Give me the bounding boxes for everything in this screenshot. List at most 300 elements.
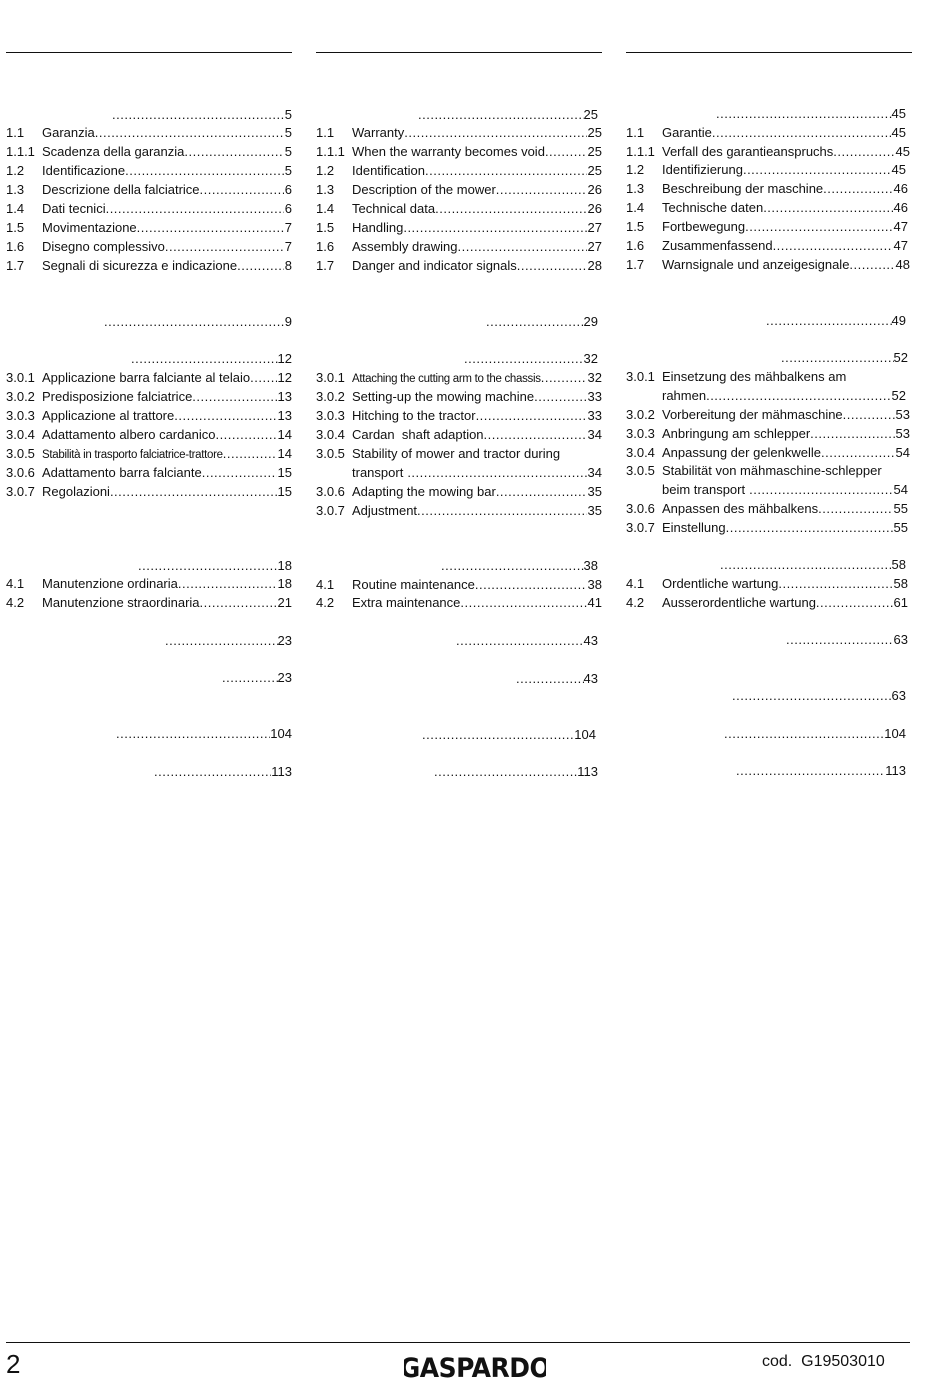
- toc-section-header: [516, 670, 598, 688]
- toc-page-number: 35: [587, 503, 602, 518]
- toc-page-number: 12: [277, 370, 292, 385]
- toc-page-number: 6: [284, 182, 292, 197]
- toc-entry-number: 3.0.1: [316, 370, 345, 385]
- toc-entry-number: 1.1: [626, 125, 645, 140]
- toc-section-header: [131, 350, 292, 368]
- toc-entry[interactable]: [316, 143, 602, 161]
- toc-page-number: 43: [583, 671, 598, 686]
- toc-entry-title: When the warranty becomes void: [352, 144, 545, 159]
- toc-entry-title: Anpassen des mähbalkens: [662, 501, 819, 516]
- dot-leader: [104, 313, 285, 331]
- toc-entry[interactable]: [6, 464, 292, 482]
- toc-section-header: [138, 557, 292, 575]
- toc-page-number: 7: [284, 239, 292, 254]
- dot-leader: [154, 763, 271, 781]
- toc-entry-number: 1.1.1: [316, 144, 345, 159]
- toc-page-number: 35: [587, 484, 602, 499]
- dot-leader: [833, 143, 894, 161]
- toc-entry-title: Segnali di sicurezza e indicazione: [42, 258, 238, 273]
- toc-entry-continuation[interactable]: [626, 481, 908, 499]
- toc-page-number: 18: [277, 576, 292, 591]
- toc-page-number: 23: [277, 670, 292, 685]
- toc-entry[interactable]: [316, 502, 602, 520]
- toc-page-number: 14: [277, 427, 292, 442]
- column-top-rule: [626, 52, 912, 53]
- toc-entry-number: 1.2: [316, 163, 335, 178]
- toc-section-header: [724, 725, 906, 743]
- dot-leader: [174, 407, 276, 425]
- toc-entry-number: 3.0.4: [6, 427, 35, 442]
- dot-leader: [460, 594, 586, 612]
- toc-section-header: [222, 669, 292, 687]
- toc-entry-number: 3.0.7: [316, 503, 345, 518]
- dot-leader: [418, 106, 584, 124]
- toc-section-header: [766, 312, 906, 330]
- dot-leader: [763, 199, 892, 217]
- dot-leader: [435, 200, 586, 218]
- dot-leader: [202, 464, 277, 482]
- toc-entry[interactable]: [626, 575, 908, 593]
- toc-entry-number: 3.0.3: [6, 408, 35, 423]
- toc-page-number: 9: [284, 314, 292, 329]
- toc-page-number: 26: [587, 201, 602, 216]
- toc-page-number: 7: [284, 220, 292, 235]
- toc-entry-title: Dati tecnici: [42, 201, 106, 216]
- dot-leader: [726, 519, 893, 537]
- toc-entry-title: beim transport: [662, 482, 746, 497]
- dot-leader: [720, 556, 892, 574]
- toc-entry[interactable]: [316, 181, 602, 199]
- toc-page-number: 45: [891, 162, 906, 177]
- toc-page-number: 25: [583, 107, 598, 122]
- toc-entry[interactable]: [626, 500, 908, 518]
- toc-page-number: 52: [893, 350, 908, 365]
- toc-section-header: [732, 687, 906, 705]
- toc-entry-number: 3.0.1: [626, 369, 655, 384]
- gaspardo-logo: [404, 1353, 546, 1381]
- dot-leader: [200, 594, 277, 612]
- toc-section-header: [165, 632, 292, 650]
- toc-entry[interactable]: [6, 575, 292, 593]
- toc-entry-title: Ausserordentliche wartung: [662, 595, 816, 610]
- dot-leader: [138, 557, 278, 575]
- toc-entry-title: Setting-up the mowing machine: [352, 389, 535, 404]
- toc-entry-title: Identification: [352, 163, 425, 178]
- dot-leader: [112, 106, 285, 124]
- toc-entry-title: Fortbewegung: [662, 219, 746, 234]
- toc-entry[interactable]: [6, 143, 292, 161]
- dot-leader: [534, 388, 586, 406]
- toc-entry-title: Stabilität von mähmaschine-schlepper: [662, 463, 882, 478]
- toc-entry-number: 1.4: [6, 201, 25, 216]
- toc-entry[interactable]: [316, 200, 602, 218]
- toc-entry-continuation[interactable]: [316, 464, 602, 482]
- toc-entry[interactable]: [316, 219, 602, 237]
- toc-page-number: 53: [895, 426, 910, 441]
- toc-entry-title: Beschreibung der maschine: [662, 181, 824, 196]
- toc-entry-title: Description of the mower: [352, 182, 496, 197]
- dot-leader: [165, 238, 284, 256]
- toc-entry[interactable]: [316, 162, 602, 180]
- toc-entry-title: rahmen: [662, 388, 707, 403]
- toc-entry[interactable]: [6, 369, 292, 387]
- toc-entry[interactable]: [6, 200, 292, 218]
- toc-entry[interactable]: [626, 594, 908, 612]
- toc-entry-number: 1.7: [6, 258, 25, 273]
- toc-entry[interactable]: [626, 406, 910, 424]
- toc-entry-number: 3.0.5: [626, 463, 655, 478]
- toc-page-number: 113: [885, 763, 906, 778]
- toc-section-header: [418, 106, 598, 124]
- toc-page-number: 113: [577, 764, 598, 779]
- toc-entry-title: Extra maintenance: [352, 595, 461, 610]
- dot-leader: [464, 350, 584, 368]
- toc-entry[interactable]: [626, 237, 908, 255]
- toc-entry[interactable]: [6, 483, 292, 501]
- dot-leader: [849, 256, 894, 274]
- toc-entry[interactable]: [316, 483, 602, 501]
- toc-entry-number: 4.1: [6, 576, 25, 591]
- dot-leader: [516, 670, 584, 688]
- toc-entry-title: Hitching to the tractor: [352, 408, 476, 423]
- dot-leader: [215, 426, 276, 444]
- toc-entry-number: 4.2: [316, 595, 335, 610]
- dot-leader: [95, 124, 284, 142]
- toc-entry[interactable]: [6, 445, 292, 463]
- toc-page-number: 38: [587, 577, 602, 592]
- dot-leader: [223, 445, 277, 463]
- toc-page-number: 45: [891, 106, 906, 121]
- toc-entry-title: Applicazione barra falciante al telaio: [42, 370, 251, 385]
- toc-entry-title: Routine maintenance: [352, 577, 475, 592]
- toc-entry[interactable]: [316, 388, 602, 406]
- toc-entry-title: Einstellung: [662, 520, 726, 535]
- dot-leader: [200, 181, 284, 199]
- toc-entry-number: 3.0.6: [316, 484, 345, 499]
- toc-entry-title: Stabilità in trasporto falciatrice-trattore: [42, 449, 223, 461]
- dot-leader: [786, 631, 894, 649]
- toc-entry[interactable]: [626, 444, 910, 462]
- toc-page-number: 33: [587, 389, 602, 404]
- dot-leader: [110, 483, 277, 501]
- toc-page-number: 5: [284, 163, 292, 178]
- toc-entry-title: Descrizione della falciatrice: [42, 182, 200, 197]
- toc-entry-title: Scadenza della garanzia: [42, 144, 185, 159]
- toc-section-header: [486, 313, 598, 331]
- dot-leader: [250, 369, 276, 387]
- toc-entry-number: 1.7: [626, 257, 645, 272]
- toc-entry[interactable]: [316, 576, 602, 594]
- dot-leader: [706, 387, 890, 405]
- toc-page-number: 26: [587, 182, 602, 197]
- dot-leader: [475, 576, 587, 594]
- toc-entry-number: 4.1: [316, 577, 335, 592]
- toc-section-header: [422, 726, 596, 744]
- toc-entry-continuation[interactable]: [626, 387, 906, 405]
- toc-page-number: 43: [583, 633, 598, 648]
- toc-entry[interactable]: [316, 238, 602, 256]
- dot-leader: [545, 143, 587, 161]
- toc-entry-number: 3.0.7: [6, 484, 35, 499]
- dot-leader: [106, 200, 284, 218]
- toc-page-number: 38: [583, 558, 598, 573]
- toc-entry[interactable]: [6, 407, 292, 425]
- toc-entry[interactable]: [316, 369, 602, 387]
- dot-leader: [425, 162, 587, 180]
- toc-page-number: 104: [884, 726, 906, 741]
- toc-page-number: 5: [284, 125, 292, 140]
- toc-entry-number: 1.3: [316, 182, 335, 197]
- toc-column-italian: [6, 0, 292, 800]
- page-number: 2: [6, 1349, 21, 1379]
- toc-page-number: 27: [587, 239, 602, 254]
- toc-page-number: 25: [587, 125, 602, 140]
- toc-entry-number: 1.4: [316, 201, 335, 216]
- dot-leader: [422, 726, 574, 744]
- toc-page-number: 15: [277, 484, 292, 499]
- toc-entry-number: 1.5: [6, 220, 25, 235]
- toc-page-number: 47: [893, 238, 908, 253]
- dot-leader: [517, 257, 587, 275]
- toc-entry-title: Anpassung der gelenkwelle: [662, 445, 821, 460]
- toc-page-number: 34: [587, 465, 602, 480]
- toc-entry[interactable]: [6, 594, 292, 612]
- dot-leader: [458, 238, 587, 256]
- toc-entry-title: Disegno complessivo: [42, 239, 165, 254]
- dot-leader: [496, 483, 587, 501]
- toc-page-number: 33: [587, 408, 602, 423]
- toc-entry-number: 1.6: [316, 239, 335, 254]
- dot-leader: [745, 218, 892, 236]
- toc-entry-title: Warranty: [352, 125, 405, 140]
- toc-entry-title: Garantie: [662, 125, 712, 140]
- toc-entry-number: 3.0.7: [626, 520, 655, 535]
- toc-entry-number: 1.5: [626, 219, 645, 234]
- toc-entry[interactable]: [626, 462, 906, 480]
- toc-page-number: 47: [893, 219, 908, 234]
- column-top-rule: [6, 52, 292, 53]
- toc-entry-number: 1.3: [626, 181, 645, 196]
- toc-entry-title: Anbringung am schlepper: [662, 426, 811, 441]
- toc-entry[interactable]: [6, 388, 292, 406]
- toc-page-number: 28: [587, 258, 602, 273]
- toc-section-header: [154, 763, 292, 781]
- toc-entry-number: 3.0.1: [6, 370, 35, 385]
- code-value: G19503010: [801, 1353, 885, 1370]
- document-code: [762, 1352, 885, 1372]
- toc-entry-title: Adattamento albero cardanico: [42, 427, 216, 442]
- toc-page-number: 45: [891, 125, 906, 140]
- toc-entry-title: Manutenzione ordinaria: [42, 576, 178, 591]
- toc-section-header: [434, 763, 598, 781]
- toc-entry[interactable]: [316, 594, 602, 612]
- toc-page-number: 58: [893, 576, 908, 591]
- toc-entry[interactable]: [316, 407, 602, 425]
- toc-page-number: 13: [277, 408, 292, 423]
- toc-entry[interactable]: [626, 218, 908, 236]
- toc-entry-title: Stability of mower and tractor during: [352, 446, 561, 461]
- toc-entry[interactable]: [6, 426, 292, 444]
- toc-page-number: 14: [277, 446, 292, 461]
- toc-entry[interactable]: [626, 199, 908, 217]
- dot-leader: [116, 725, 270, 743]
- toc-entry-title: Identificazione: [42, 163, 126, 178]
- dot-leader: [781, 349, 894, 367]
- column-top-rule: [316, 52, 602, 53]
- toc-entry-number: 1.2: [626, 162, 645, 177]
- toc-entry-title: Applicazione al trattore: [42, 408, 175, 423]
- dot-leader: [403, 464, 586, 482]
- toc-column-english: [316, 0, 602, 800]
- toc-entry-title: Ordentliche wartung: [662, 576, 779, 591]
- dot-leader: [476, 407, 587, 425]
- toc-entry-number: 1.7: [316, 258, 335, 273]
- dot-leader: [712, 124, 891, 142]
- toc-page-number: 52: [891, 388, 906, 403]
- toc-entry-number: 4.1: [626, 576, 645, 591]
- dot-leader: [125, 162, 284, 180]
- toc-page-number: 18: [277, 558, 292, 573]
- toc-section-header: [736, 762, 906, 780]
- dot-leader: [736, 762, 885, 780]
- toc-page-number: 32: [583, 351, 598, 366]
- toc-entry-title: Verfall des garantieanspruchs: [662, 144, 834, 159]
- toc-entry[interactable]: [626, 180, 908, 198]
- toc-entry[interactable]: [316, 445, 602, 463]
- toc-entry-title: Technische daten: [662, 200, 764, 215]
- toc-entry[interactable]: [6, 124, 292, 142]
- toc-entry-number: 3.0.4: [626, 445, 655, 460]
- toc-page-number: 48: [895, 257, 910, 272]
- toc-page-number: 53: [895, 407, 910, 422]
- dot-leader: [745, 481, 892, 499]
- toc-page-number: 49: [891, 313, 906, 328]
- dot-leader: [131, 350, 278, 368]
- dot-leader: [818, 500, 892, 518]
- toc-entry-title: Manutenzione straordinaria: [42, 595, 200, 610]
- dot-leader: [821, 444, 895, 462]
- toc-entry-number: 4.2: [6, 595, 25, 610]
- toc-entry[interactable]: [6, 257, 292, 275]
- dot-leader: [403, 219, 586, 237]
- toc-page-number: 55: [893, 501, 908, 516]
- toc-entry-number: 1.3: [6, 182, 25, 197]
- dot-leader: [486, 313, 584, 331]
- toc-entry-number: 1.2: [6, 163, 25, 178]
- dot-leader: [184, 143, 283, 161]
- dot-leader: [743, 161, 891, 179]
- toc-entry[interactable]: [6, 162, 292, 180]
- toc-entry[interactable]: [626, 256, 910, 274]
- dot-leader: [192, 388, 276, 406]
- toc-entry[interactable]: [6, 181, 292, 199]
- toc-page-number: 15: [277, 465, 292, 480]
- dot-leader: [778, 575, 892, 593]
- toc-page-number: 61: [893, 595, 908, 610]
- toc-page-number: 104: [270, 726, 292, 741]
- gaspardo-logo-mark: [404, 1353, 546, 1381]
- toc-entry-number: 3.0.6: [6, 465, 35, 480]
- toc-page-number: 25: [587, 144, 602, 159]
- toc-entry-title: Attaching the cutting arm to the chassis: [352, 373, 541, 385]
- toc-entry[interactable]: [626, 143, 910, 161]
- toc-entry-number: 3.0.5: [6, 446, 35, 461]
- toc-entry-title: Garanzia: [42, 125, 95, 140]
- dot-leader: [716, 105, 892, 123]
- dot-leader: [816, 594, 893, 612]
- toc-entry-number: 1.1.1: [6, 144, 35, 159]
- toc-page-number: 8: [284, 258, 292, 273]
- toc-entry[interactable]: [626, 124, 906, 142]
- toc-entry-number: 1.1: [316, 125, 335, 140]
- toc-entry-title: Vorbereitung der mähmaschine: [662, 407, 843, 422]
- dot-leader: [404, 124, 586, 142]
- toc-page-number: 27: [587, 220, 602, 235]
- toc-page-number: 29: [583, 314, 598, 329]
- toc-section-header: [720, 556, 906, 574]
- toc-entry-number: 3.0.4: [316, 427, 345, 442]
- toc-entry[interactable]: [626, 425, 910, 443]
- toc-section-header: [716, 105, 906, 123]
- toc-entry-title: transport: [352, 465, 404, 480]
- dot-leader: [773, 237, 893, 255]
- toc-entry-title: Regolazioni: [42, 484, 110, 499]
- toc-entry-number: 3.0.2: [316, 389, 345, 404]
- toc-entry-title: Adapting the mowing bar: [352, 484, 496, 499]
- toc-entry[interactable]: [626, 519, 908, 537]
- toc-page-number: 25: [587, 163, 602, 178]
- dot-leader: [843, 406, 895, 424]
- toc-entry-title: Warnsignale und anzeigesignale: [662, 257, 850, 272]
- toc-entry-title: Adattamento barra falciante: [42, 465, 202, 480]
- toc-entry[interactable]: [6, 219, 292, 237]
- toc-page-number: 104: [574, 727, 596, 742]
- toc-entry-number: 1.1: [6, 125, 25, 140]
- dot-leader: [434, 763, 577, 781]
- toc-entry-number: 3.0.6: [626, 501, 655, 516]
- toc-page-number: 32: [587, 370, 602, 385]
- toc-entry[interactable]: [316, 426, 602, 444]
- toc-entry-title: Cardan shaft adaption: [352, 427, 484, 442]
- toc-entry-number: 1.6: [626, 238, 645, 253]
- toc-page-number: 45: [895, 144, 910, 159]
- dot-leader: [165, 632, 278, 650]
- toc-entry[interactable]: [316, 257, 602, 275]
- toc-page-number: 113: [271, 764, 292, 779]
- toc-entry[interactable]: [316, 124, 602, 142]
- toc-entry[interactable]: [626, 161, 906, 179]
- toc-section-header: [781, 349, 908, 367]
- toc-entry-title: Identifizierung: [662, 162, 743, 177]
- toc-section-header: [112, 106, 292, 124]
- toc-page-number: 6: [284, 201, 292, 216]
- toc-entry-number: 3.0.2: [6, 389, 35, 404]
- dot-leader: [732, 687, 892, 705]
- toc-page-number: 54: [895, 445, 910, 460]
- toc-page-number: 58: [891, 557, 906, 572]
- toc-entry[interactable]: [626, 368, 906, 386]
- toc-entry[interactable]: [6, 238, 292, 256]
- toc-page-number: 46: [893, 181, 908, 196]
- toc-page-number: 55: [893, 520, 908, 535]
- toc-entry-number: 1.6: [6, 239, 25, 254]
- toc-section-header: [104, 313, 292, 331]
- dot-leader: [823, 180, 892, 198]
- toc-section-header: [464, 350, 598, 368]
- dot-leader: [237, 257, 284, 275]
- toc-page-number: 54: [893, 482, 908, 497]
- toc-section-header: [786, 631, 908, 649]
